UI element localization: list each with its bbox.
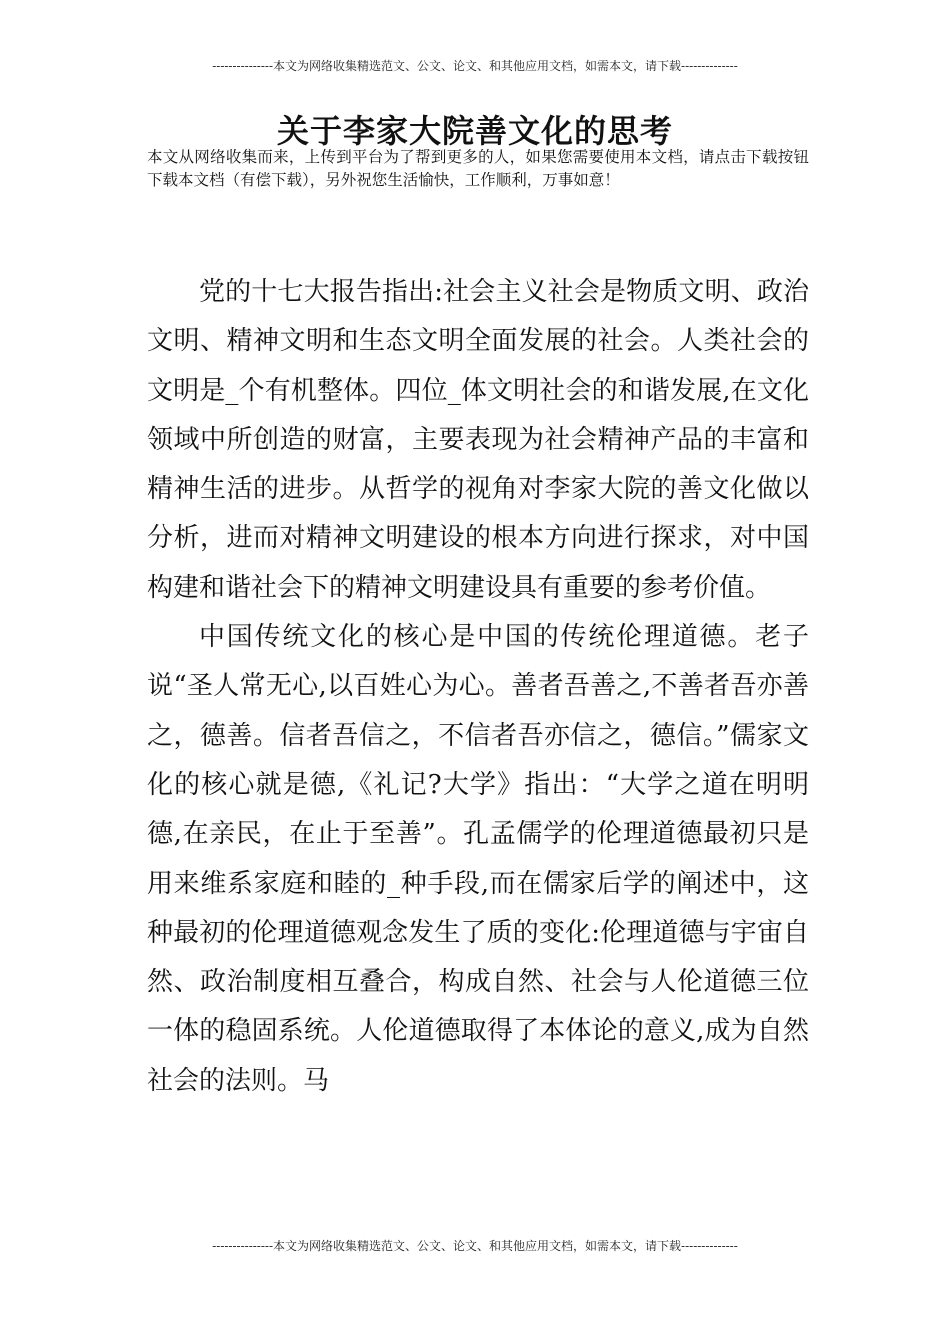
intro-notice: 本文从网络收集而来，上传到平台为了帮到更多的人，如果您需要使用本文档，请点击下载按钮下载本文档（有偿下载），另外祝您生活愉快，工作顺利，万事如意！: [147, 148, 809, 189]
body-paragraph: 中国传统文化的核心是中国的传统伦理道德。老子说“圣人常无心,以百姓心为心。善者吾善之,不善者吾亦善之，德善。信者吾信之，不信者吾亦信之，德信。”儒家文化的核心就是德,《礼记?大学》指出：“大学之道在明明德,在亲民，在止于至善”。孔孟儒学的伦理道德最初只是用来维系家庭和睦的_种手段,而在儒家后学的阐述中，这种最初的伦理道德观念发生了质的变化:伦理道德与宇宙自然、政治制度相互叠合，构成自然、社会与人伦道德三位一体的稳固系统。人伦道德取得了本体论的意义,成为自然社会的法则。马: [147, 622, 809, 1096]
document-body: [147, 268, 809, 1106]
header-banner: ---------------本文为网络收集精选范文、公文、论文、和其他应用文档，如需本文，请下载--------------: [212, 59, 738, 73]
footer-banner: ---------------本文为网络收集精选范文、公文、论文、和其他应用文档，如需本文，请下载--------------: [212, 1239, 738, 1253]
body-paragraph: 党的十七大报告指出:社会主义社会是物质文明、政治文明、精神文明和生态文明全面发展的社会。人类社会的文明是_个有机整体。四位_体文明社会的和谐发展,在文化领域中所创造的财富，主要表现为社会精神产品的丰富和精神生活的进步。从哲学的视角对李家大院的善文化做以分析，进而对精神文明建设的根本方向进行探求，对中国构建和谐社会下的精神文明建设具有重要的参考价值。: [147, 277, 809, 603]
document-title: 关于李家大院善文化的思考: [276, 112, 673, 151]
